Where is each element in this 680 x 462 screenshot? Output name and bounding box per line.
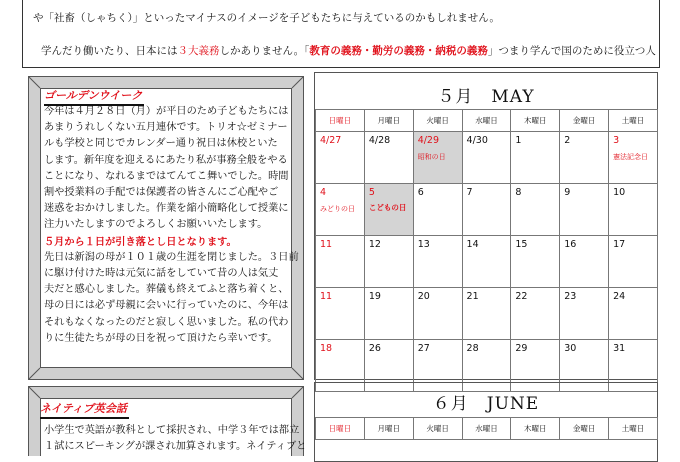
native-english-heading: ネイティブ英会話 [40,400,129,419]
weekday-header: 火曜日 [413,110,462,132]
day-cell [364,288,413,340]
may-grid [315,109,658,392]
day-cell [560,184,609,236]
golden-week-frame [28,76,304,380]
week-row [316,132,658,184]
day-number: 11 [320,239,333,250]
notice-line-2: 学んだり働いたり、日本には３大義務しかありません。「教育の義務・勤労の義務・納税の義務」つまり学んで国のために役立つ人 [41,45,656,57]
day-cell [364,132,413,184]
day-cell [462,132,511,184]
weekday-header: 木曜日 [511,418,560,440]
june-grid [315,417,658,440]
day-number: 13 [417,239,430,250]
day-number: 10 [613,187,626,198]
weekday-header: 土曜日 [609,110,658,132]
day-number: 6 [417,187,424,198]
weekday-header: 土曜日 [609,418,658,440]
notice-box [22,0,660,68]
day-cell [462,184,511,236]
day-cell [364,236,413,288]
day-cell [364,184,413,236]
native-english-body: 小学生で英語が教科として採択され、中学３年では都立 １試にスピーキングが課され加算されます。ネイティブと [44,425,307,453]
day-cell [316,184,365,236]
june-calendar [314,382,658,462]
weekday-header: 月曜日 [364,110,413,132]
day-cell [462,236,511,288]
day-number: 20 [417,291,430,302]
day-cell [609,184,658,236]
notice-line-1: や「社畜（しゃちく）」といったマイナスのイメージを子どもたちに与えているのかもしれません。 [33,12,500,24]
three-duties: ３大義務 [177,45,220,57]
day-cell [511,132,560,184]
week-row [316,236,658,288]
weekday-header: 月曜日 [364,418,413,440]
day-number: 7 [466,187,473,198]
weekday-header: 水曜日 [462,110,511,132]
day-number: 3 [613,135,620,146]
may-calendar [314,72,658,380]
day-cell [609,132,658,184]
payment-notice: ５月から１日が引き落とし日となります。 [44,235,237,248]
day-number: 5 [368,187,375,198]
day-number: 30 [564,343,577,354]
day-number: 14 [466,239,479,250]
day-cell [511,288,560,340]
day-number: 8 [515,187,522,198]
weekday-header-row [316,418,658,440]
day-number: 2 [564,135,571,146]
native-english-frame [28,386,307,456]
holiday-label: 昭和の日 [417,153,446,161]
day-cell [462,288,511,340]
weekday-header: 日曜日 [316,110,365,132]
day-number: 29 [515,343,528,354]
day-number: 4/30 [466,135,488,146]
day-cell [413,132,462,184]
weekday-header: 木曜日 [511,110,560,132]
day-cell [560,236,609,288]
golden-week-body: 今年は４月２８日（月）が平日のため子どもたちには あまりうれしくない五月連休です。トリオ☆ゼミナー ルも学校と同じでカレンダー通り祝日は休校といた します。新年度を迎えるにあたり私が事務全般をやる ことになり、なれるまではてんてこ舞いでした。時間 割や授業料の手配では保護者の皆さんにご心配やご 迷惑をおかけしました。作業を縮小簡略化して授業に 注力いたしますのでよろしくお願いいたします。 ５月から１日が引き落とし日となります。 先日は新潟の母が１０１歳の生涯を閉じました。３日前 に駆け付けた時は元気に話をしていて昔の人は気丈 夫だと感心しました。葬儀も終えてふと落ち着くと、 母の日には必ず母親に会いに行っていたのに、今年は それもなくなったのだと寂しく思いました。私の代わ りに生徒たちが母の日を祝って頂けたら幸いです。 [44,106,299,344]
day-cell [560,132,609,184]
day-number: 17 [613,239,626,250]
weekday-header: 水曜日 [462,418,511,440]
may-title: ５月 MAY [437,87,535,107]
weekday-header: 金曜日 [560,418,609,440]
day-cell [413,288,462,340]
weekday-header-row [316,110,658,132]
day-number: 11 [320,291,333,302]
day-cell [609,236,658,288]
day-cell [511,236,560,288]
duties-list: 教育の義務・勤労の義務・納税の義務 [309,45,488,57]
weekday-header: 日曜日 [316,418,365,440]
weekday-header: 火曜日 [413,418,462,440]
june-title: ６月 JUNE [432,394,540,414]
day-number: 31 [613,343,626,354]
day-number: 18 [320,343,333,354]
day-number: 15 [515,239,528,250]
day-number: 4/28 [368,135,391,146]
day-number: 4/27 [320,135,342,146]
day-number: 12 [368,239,381,250]
day-number: 19 [368,291,381,302]
day-number: 27 [417,343,430,354]
day-number: 4/29 [417,135,440,146]
day-number: 21 [466,291,479,302]
day-cell [560,288,609,340]
day-number: 24 [613,291,626,302]
day-number: 1 [515,135,522,146]
weekday-header: 金曜日 [560,110,609,132]
day-cell [413,184,462,236]
holiday-label: みどりの日 [320,205,355,213]
day-cell [413,236,462,288]
day-number: 28 [466,343,479,354]
day-cell [609,288,658,340]
holiday-label: こどもの日 [368,203,407,212]
day-cell [316,236,365,288]
golden-week-heading: ゴールデンウイーク [44,87,144,106]
day-number: 16 [564,239,577,250]
holiday-label: 憲法記念日 [613,153,649,161]
day-cell [316,132,365,184]
day-number: 23 [564,291,577,302]
day-number: 9 [564,187,571,198]
day-number: 26 [368,343,381,354]
day-number: 22 [515,291,528,302]
week-row [316,288,658,340]
day-cell [511,184,560,236]
week-row [316,184,658,236]
day-cell [316,288,365,340]
day-number: 4 [320,187,327,198]
